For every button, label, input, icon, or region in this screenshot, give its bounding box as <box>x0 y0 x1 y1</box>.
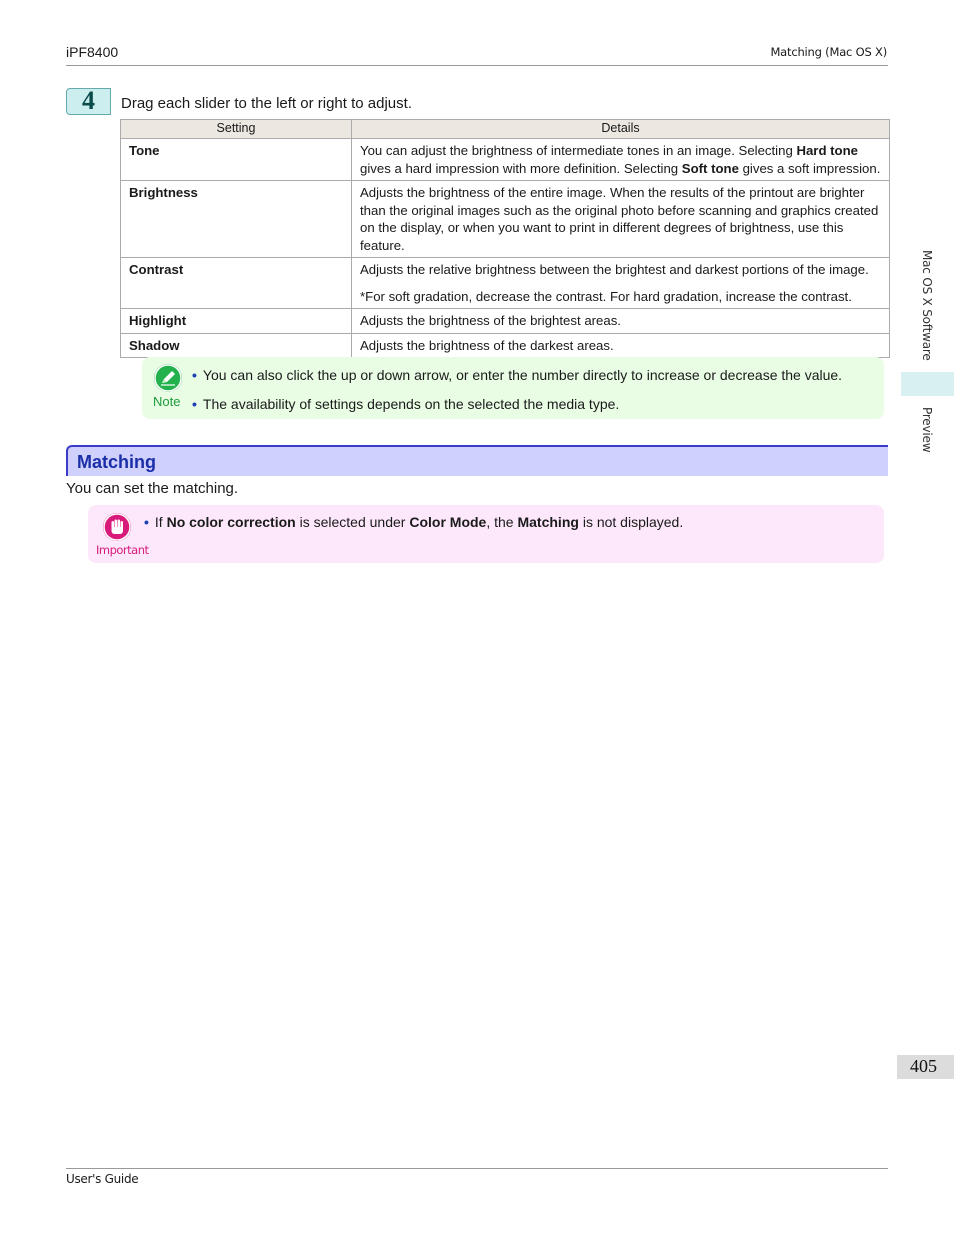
details-paragraph: *For soft gradation, decrease the contrast. For hard gradation, increase the contrast. <box>360 288 852 304</box>
page-number: 405 <box>910 1056 937 1076</box>
hand-stop-icon <box>103 513 131 541</box>
setting-details <box>352 181 890 258</box>
step-instruction: Drag each slider to the left or right to adjust. <box>121 95 412 112</box>
important-item: • If No color correction is selected under Color Mode, the Matching is not displayed. <box>144 514 684 530</box>
bold-term: Color Mode <box>409 514 487 530</box>
column-header-details: Details <box>352 120 890 139</box>
page-number-box <box>897 1055 954 1079</box>
note-item-text: The availability of settings depends on the selected the media type. <box>202 396 620 412</box>
table-header-row <box>121 120 890 139</box>
pencil-note-icon <box>154 364 182 392</box>
table-row <box>121 139 890 181</box>
details-paragraph: Adjusts the brightness of the darkest areas. <box>360 337 614 353</box>
note-item-text: You can also click the up or down arrow, or enter the number directly to increase or decrease the value. <box>202 367 843 383</box>
bold-term: Soft tone <box>681 160 739 176</box>
header-divider <box>66 65 888 66</box>
header-section: Matching (Mac OS X) <box>770 45 887 59</box>
table-row <box>121 258 890 309</box>
important-label: Important <box>96 543 149 557</box>
setting-name: Shadow <box>121 333 352 358</box>
settings-table <box>120 119 890 358</box>
side-tab-section: Preview <box>920 407 934 453</box>
step-number: 4 <box>82 86 95 115</box>
bold-term: Hard tone <box>796 143 858 158</box>
table-row <box>121 309 890 334</box>
table-row <box>121 333 890 358</box>
footer-divider <box>66 1168 888 1169</box>
column-header-setting: Setting <box>121 120 352 139</box>
header-model: iPF8400 <box>66 44 119 60</box>
details-paragraph: Adjusts the relative brightness between the brightest and darkest portions of the image. <box>360 262 869 277</box>
bold-term: No color correction <box>166 514 296 530</box>
setting-details <box>352 309 890 334</box>
details-paragraph: Adjusts the brightness of the brightest areas. <box>360 313 621 328</box>
setting-name: Tone <box>121 139 352 181</box>
section-intro: You can set the matching. <box>66 480 239 497</box>
note-item: • You can also click the up or down arrow, or enter the number directly to increase or decrease the value. <box>192 367 843 383</box>
side-tab-marker <box>901 372 954 396</box>
important-item-text: If No color correction is selected under Color Mode, the Matching is not displayed. <box>154 514 684 530</box>
section-heading <box>66 445 888 476</box>
side-tab-chapter: Mac OS X Software <box>920 250 934 361</box>
setting-details <box>352 333 890 358</box>
footer-text: User's Guide <box>66 1172 139 1186</box>
setting-name: Highlight <box>121 309 352 334</box>
section-title: Matching <box>77 452 156 472</box>
bold-term: Matching <box>517 514 579 530</box>
details-paragraph: Adjusts the brightness of the entire image. When the results of the printout are brighter than the original images such as the original photo before scanning and graphics created on the display, or when you want to print in different degrees of brightness, use this feature. <box>360 185 879 253</box>
note-label: Note <box>153 394 181 409</box>
table-body <box>121 139 890 358</box>
setting-name: Contrast <box>121 258 352 309</box>
step-number-badge <box>66 88 111 115</box>
note-item: • The availability of settings depends on the selected the media type. <box>192 396 620 412</box>
setting-details <box>352 258 890 309</box>
setting-name: Brightness <box>121 181 352 258</box>
table-row <box>121 181 890 258</box>
setting-details <box>352 139 890 181</box>
details-paragraph: You can adjust the brightness of intermediate tones in an image. Selecting Hard tone gives a hard impression with more definition. Selecting Soft tone gives a soft impression. <box>360 143 881 176</box>
